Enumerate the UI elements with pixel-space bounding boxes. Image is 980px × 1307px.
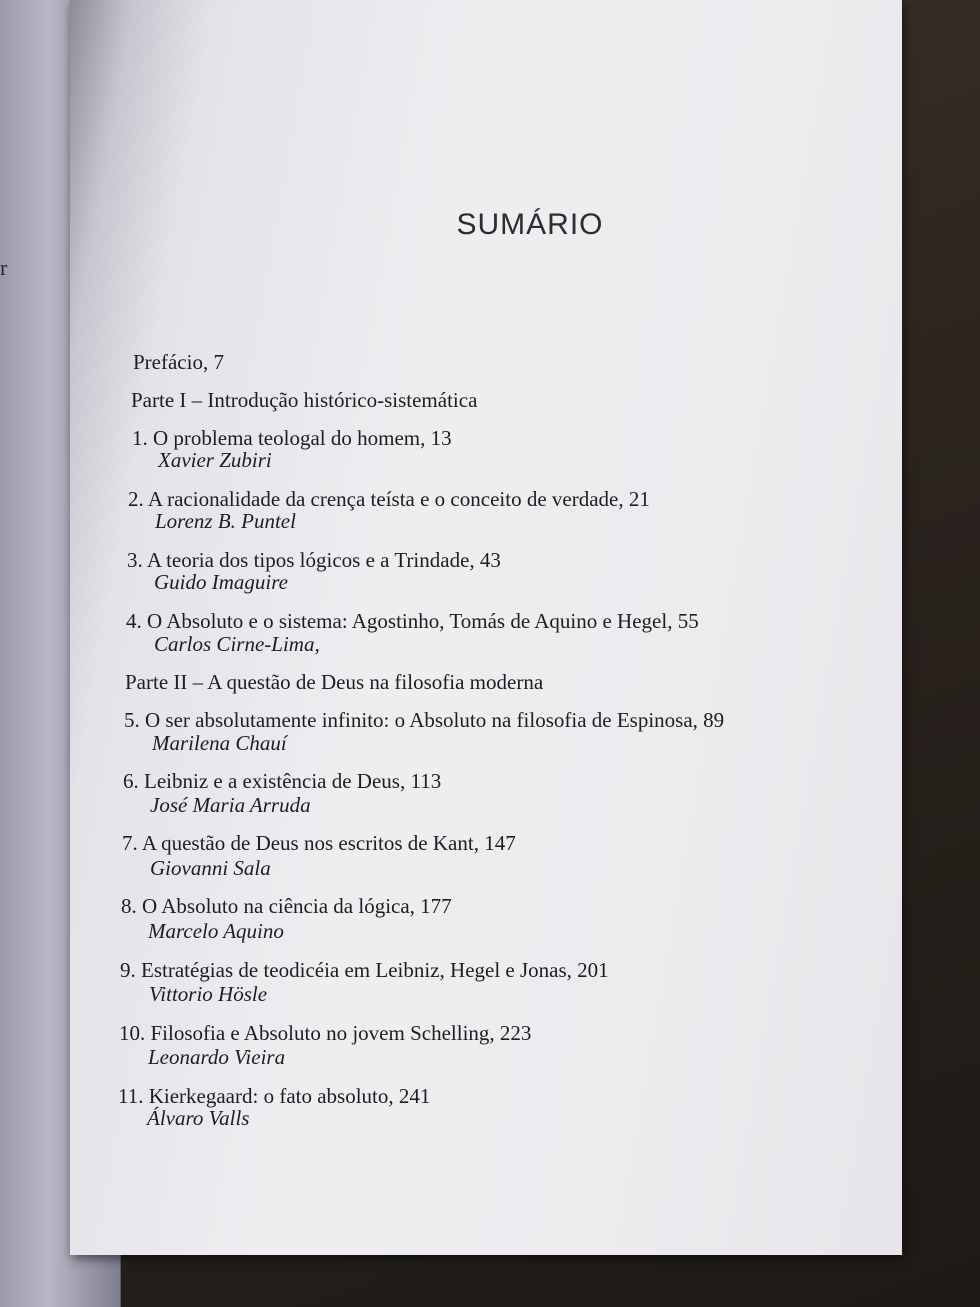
chapter-author: Lorenz B. Puntel (155, 509, 296, 533)
chapter-title: 7. A questão de Deus nos escritos de Kant, 147 (122, 831, 516, 855)
chapter-author: Álvaro Valls (147, 1106, 250, 1130)
chapter-author: Leonardo Vieira (148, 1045, 286, 1069)
chapter-author: Vittorio Hösle (149, 982, 268, 1006)
margin-letter: r (0, 255, 8, 280)
chapter-title: 6. Leibniz e a existência de Deus, 113 (123, 769, 442, 793)
chapter-author: José Maria Arruda (150, 793, 311, 817)
table-of-contents (70, 0, 902, 1255)
chapter-title: 2. A racionalidade da crença teísta e o conceito de verdade, 21 (128, 487, 650, 511)
chapter-author: Carlos Cirne-Lima, (154, 632, 320, 656)
chapter-title: 5. O ser absolutamente infinito: o Absoluto na filosofia de Espinosa, 89 (124, 708, 725, 732)
book-page (70, 0, 902, 1255)
chapter-title: 4. O Absoluto e o sistema: Agostinho, Tomás de Aquino e Hegel, 55 (126, 609, 699, 633)
chapter-author: Guido Imaguire (154, 570, 288, 594)
chapter-author: Marilena Chauí (152, 731, 287, 755)
chapter-title: 10. Filosofia e Absoluto no jovem Schelling, 223 (119, 1021, 532, 1045)
toc-part-2: Parte II – A questão de Deus na filosofia moderna (125, 670, 544, 694)
chapter-author: Xavier Zubiri (158, 448, 272, 472)
toc-part-1: Parte I – Introdução histórico-sistemática (131, 388, 478, 412)
chapter-author: Marcelo Aquino (148, 919, 284, 943)
chapter-author: Giovanni Sala (150, 856, 271, 880)
chapter-title: 3. A teoria dos tipos lógicos e a Trindade, 43 (127, 548, 501, 572)
chapter-title: 9. Estratégias de teodicéia em Leibniz, Hegel e Jonas, 201 (120, 958, 609, 982)
toc-preface: Prefácio, 7 (133, 350, 224, 374)
chapter-title: 8. O Absoluto na ciência da lógica, 177 (121, 894, 452, 918)
chapter-title: 1. O problema teologal do homem, 13 (132, 426, 452, 450)
chapter-title: 11. Kierkegaard: o fato absoluto, 241 (118, 1084, 431, 1108)
page-title: SUMÁRIO (456, 208, 604, 241)
